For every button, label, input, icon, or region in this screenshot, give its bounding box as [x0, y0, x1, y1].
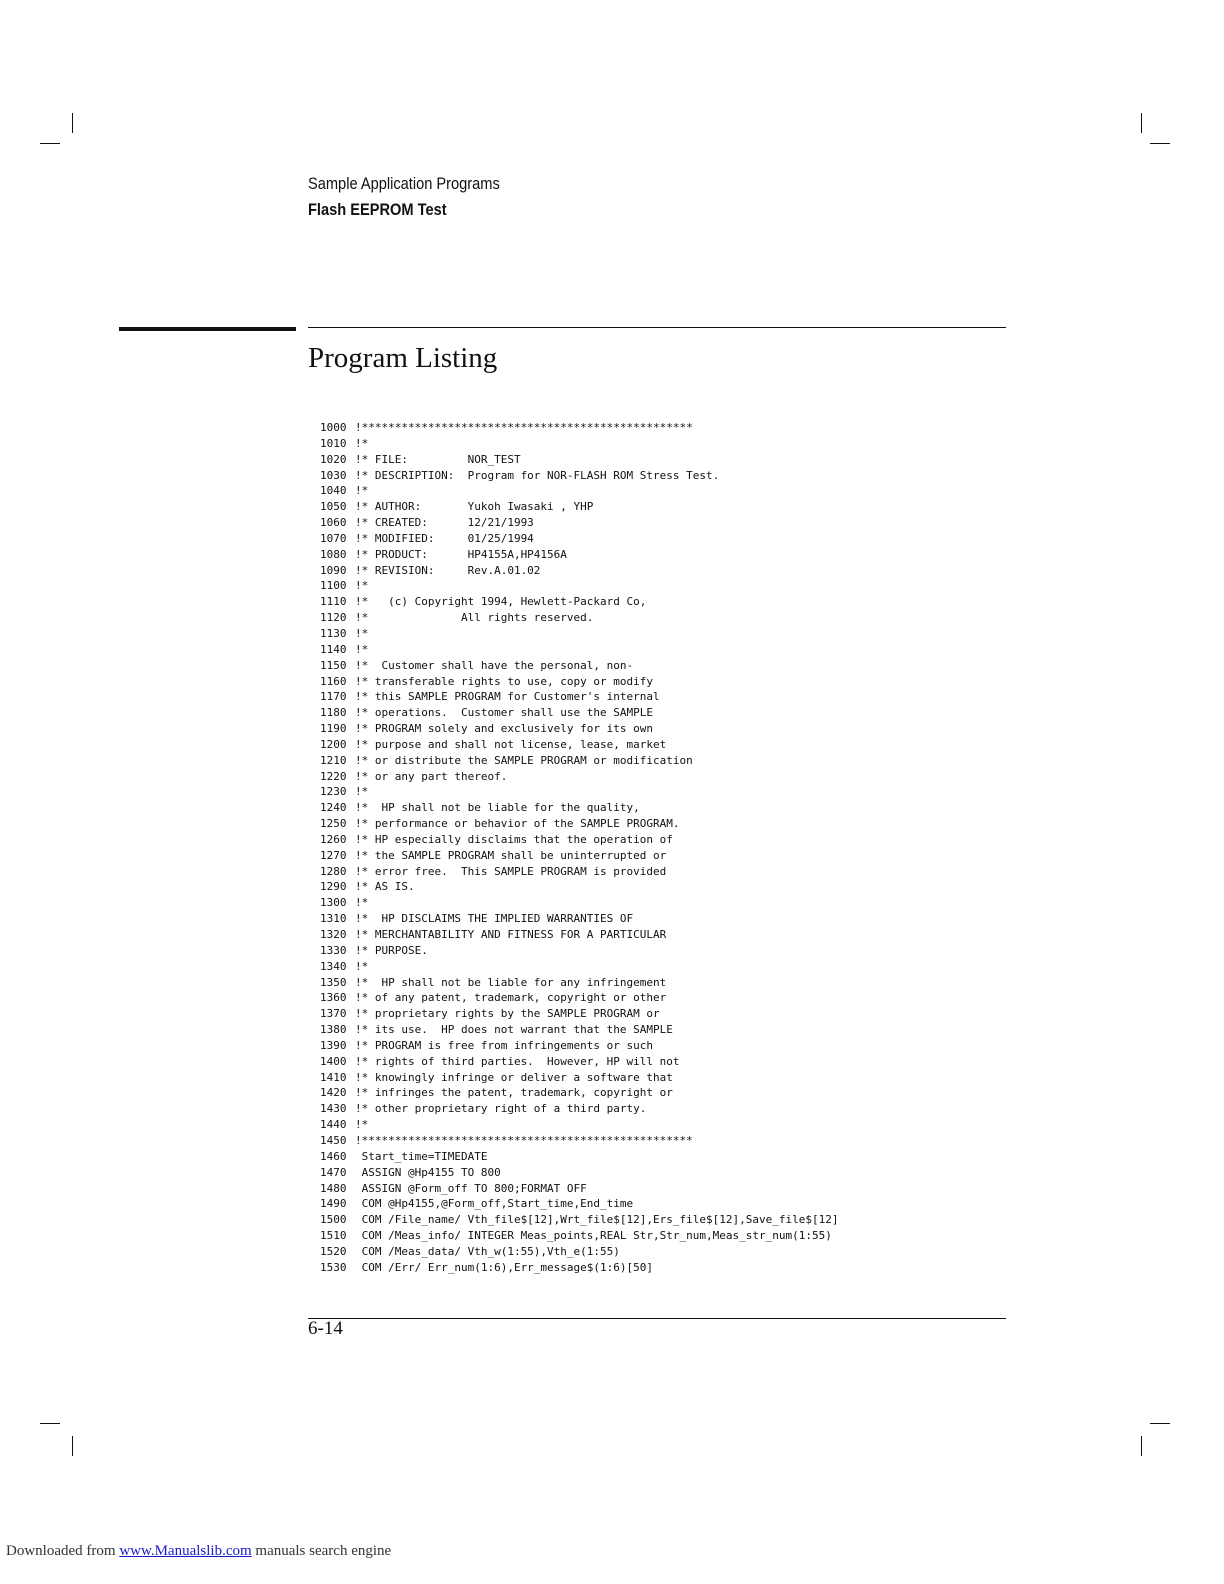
line-number: 1380 — [320, 1023, 347, 1037]
code-text: ASSIGN @Form_off TO 800;FORMAT OFF — [355, 1181, 587, 1195]
code-text: !* or any part thereof. — [355, 769, 508, 783]
code-line — [320, 800, 838, 816]
code-text: !* — [355, 626, 369, 640]
code-text: !* — [355, 484, 369, 498]
line-number: 1180 — [320, 706, 347, 720]
code-line — [320, 452, 838, 468]
code-line — [320, 911, 838, 927]
code-text: !* AUTHOR: Yukoh Iwasaki , YHP — [355, 500, 594, 514]
line-number: 1350 — [320, 975, 347, 989]
line-number: 1470 — [320, 1165, 347, 1179]
download-suffix: manuals search engine — [255, 1543, 392, 1559]
code-text: !* HP especially disclaims that the operation of — [355, 832, 673, 846]
code-text: !* purpose and shall not license, lease, market — [355, 737, 667, 751]
code-line — [320, 927, 838, 943]
section-rule-thick — [119, 327, 296, 331]
code-line — [320, 642, 838, 658]
code-line — [320, 1006, 838, 1022]
code-line — [320, 1085, 838, 1101]
code-text: !* infringes the patent, trademark, copyright or — [355, 1086, 673, 1100]
line-number: 1440 — [320, 1118, 347, 1132]
line-number: 1430 — [320, 1102, 347, 1116]
code-line — [320, 1228, 838, 1244]
code-text: !* operations. Customer shall use the SAMPLE — [355, 706, 654, 720]
line-number: 1030 — [320, 468, 347, 482]
code-line — [320, 1260, 838, 1276]
code-text: COM /Err/ Err_num(1:6),Err_message$(1:6)[50] — [355, 1260, 654, 1274]
running-header — [308, 172, 531, 224]
line-number: 1200 — [320, 737, 347, 751]
code-text: !* — [355, 1118, 369, 1132]
line-number: 1410 — [320, 1070, 347, 1084]
line-number: 1060 — [320, 516, 347, 530]
line-number: 1090 — [320, 563, 347, 577]
line-number: 1480 — [320, 1181, 347, 1195]
code-text: !* AS IS. — [355, 880, 415, 894]
code-text: !* PROGRAM is free from infringements or such — [355, 1038, 654, 1052]
code-line — [320, 1181, 838, 1197]
line-number: 1100 — [320, 579, 347, 593]
line-number: 1110 — [320, 595, 347, 609]
code-line — [320, 848, 838, 864]
line-number: 1370 — [320, 1007, 347, 1021]
code-text: !* — [355, 959, 369, 973]
line-number: 1260 — [320, 832, 347, 846]
code-text: !************************************************** — [355, 421, 693, 434]
code-line — [320, 769, 838, 785]
section-title: Sample Application Programs — [308, 174, 500, 193]
code-text: !* DESCRIPTION: Program for NOR-FLASH ROM Stress Test. — [355, 468, 720, 482]
line-number: 1280 — [320, 864, 347, 878]
line-number: 1290 — [320, 880, 347, 894]
subsection-title: Flash EEPROM Test — [308, 200, 447, 219]
line-number: 1270 — [320, 848, 347, 862]
code-line — [320, 1022, 838, 1038]
crop-mark — [1141, 1436, 1142, 1456]
code-line — [320, 483, 838, 499]
code-line — [320, 436, 838, 452]
code-line — [320, 864, 838, 880]
crop-mark — [40, 1423, 60, 1424]
line-number: 1220 — [320, 769, 347, 783]
code-text: !* (c) Copyright 1994, Hewlett-Packard Co, — [355, 595, 647, 609]
line-number: 1070 — [320, 531, 347, 545]
line-number: 1210 — [320, 753, 347, 767]
line-number: 1460 — [320, 1149, 347, 1163]
crop-mark — [1141, 113, 1142, 133]
line-number: 1530 — [320, 1260, 347, 1274]
code-text: !* HP shall not be liable for any infringement — [355, 975, 667, 989]
code-line — [320, 1054, 838, 1070]
line-number: 1360 — [320, 991, 347, 1005]
page-number: 6-14 — [308, 1318, 343, 1339]
code-line — [320, 420, 838, 436]
code-text: Start_time=TIMEDATE — [355, 1149, 488, 1163]
code-text: !* HP shall not be liable for the quality, — [355, 801, 640, 815]
line-number: 1050 — [320, 500, 347, 514]
code-line — [320, 1149, 838, 1165]
code-text: !* of any patent, trademark, copyright or other — [355, 991, 667, 1005]
code-text: !* proprietary rights by the SAMPLE PROGRAM or — [355, 1007, 660, 1021]
line-number: 1420 — [320, 1086, 347, 1100]
code-line — [320, 1101, 838, 1117]
line-number: 1510 — [320, 1229, 347, 1243]
code-line — [320, 959, 838, 975]
code-line — [320, 990, 838, 1006]
code-line — [320, 753, 838, 769]
code-line — [320, 895, 838, 911]
line-number: 1140 — [320, 642, 347, 656]
code-line — [320, 1212, 838, 1228]
code-text: !* Customer shall have the personal, non- — [355, 658, 634, 672]
crop-mark — [72, 1436, 73, 1456]
code-text: !* knowingly infringe or deliver a software that — [355, 1070, 673, 1084]
code-text: !* PURPOSE. — [355, 943, 428, 957]
code-line — [320, 705, 838, 721]
line-number: 1250 — [320, 817, 347, 831]
line-number: 1040 — [320, 484, 347, 498]
code-line — [320, 515, 838, 531]
line-number: 1500 — [320, 1213, 347, 1227]
line-number: 1490 — [320, 1197, 347, 1211]
manualslib-link[interactable]: www.Manualslib.com — [119, 1543, 252, 1559]
code-text: !* performance or behavior of the SAMPLE PROGRAM. — [355, 817, 680, 831]
code-text: !* or distribute the SAMPLE PROGRAM or modification — [355, 753, 693, 767]
code-line — [320, 721, 838, 737]
line-number: 1010 — [320, 436, 347, 450]
line-number: 1130 — [320, 626, 347, 640]
line-number: 1310 — [320, 912, 347, 926]
line-number: 1190 — [320, 722, 347, 736]
line-number: 1450 — [320, 1133, 347, 1147]
crop-mark — [1150, 1423, 1170, 1424]
code-line — [320, 816, 838, 832]
line-number: 1230 — [320, 785, 347, 799]
download-prefix: Downloaded from — [6, 1543, 116, 1559]
line-number: 1170 — [320, 690, 347, 704]
code-line — [320, 1117, 838, 1133]
code-text: !* All rights reserved. — [355, 611, 594, 625]
code-text: !* PRODUCT: HP4155A,HP4156A — [355, 547, 567, 561]
crop-mark — [40, 143, 60, 144]
code-line — [320, 943, 838, 959]
code-text: COM @Hp4155,@Form_off,Start_time,End_time — [355, 1197, 634, 1211]
code-text: !************************************************** — [355, 1133, 693, 1147]
section-rule — [308, 327, 1006, 328]
code-text: !* error free. This SAMPLE PROGRAM is provided — [355, 864, 667, 878]
code-line — [320, 547, 838, 563]
code-text: !* — [355, 436, 369, 450]
code-text: !* other proprietary right of a third party. — [355, 1102, 647, 1116]
code-line — [320, 832, 838, 848]
code-text: ASSIGN @Hp4155 TO 800 — [355, 1165, 501, 1179]
code-text: !* rights of third parties. However, HP will not — [355, 1054, 680, 1068]
code-line — [320, 784, 838, 800]
code-line — [320, 563, 838, 579]
code-text: !* PROGRAM solely and exclusively for its own — [355, 722, 654, 736]
line-number: 1400 — [320, 1054, 347, 1068]
code-line — [320, 610, 838, 626]
code-text: !* REVISION: Rev.A.01.02 — [355, 563, 541, 577]
code-text: !* this SAMPLE PROGRAM for Customer's internal — [355, 690, 660, 704]
code-line — [320, 1244, 838, 1260]
line-number: 1320 — [320, 928, 347, 941]
code-line — [320, 1196, 838, 1212]
code-line — [320, 879, 838, 895]
footer-rule — [308, 1318, 1006, 1319]
line-number: 1330 — [320, 943, 347, 957]
code-text: !* — [355, 642, 369, 656]
code-line — [320, 531, 838, 547]
page-title: Program Listing — [308, 342, 498, 374]
code-line — [320, 1133, 838, 1149]
code-text: COM /File_name/ Vth_file$[12],Wrt_file$[12],Ers_file$[12],Save_file$[12] — [355, 1213, 839, 1227]
code-text: !* MODIFIED: 01/25/1994 — [355, 531, 534, 545]
crop-mark — [1150, 143, 1170, 144]
line-number: 1160 — [320, 674, 347, 688]
code-text: !* HP DISCLAIMS THE IMPLIED WARRANTIES OF — [355, 912, 634, 926]
code-line — [320, 499, 838, 515]
line-number: 1240 — [320, 801, 347, 815]
code-text: !* its use. HP does not warrant that the SAMPLE — [355, 1023, 673, 1037]
download-notice — [6, 1541, 391, 1561]
code-text: COM /Meas_data/ Vth_w(1:55),Vth_e(1:55) — [355, 1244, 620, 1258]
code-text: !* transferable rights to use, copy or modify — [355, 674, 654, 688]
program-listing — [320, 420, 838, 1276]
code-text: !* the SAMPLE PROGRAM shall be uninterrupted or — [355, 848, 667, 862]
code-text: !* — [355, 579, 369, 593]
code-text: !* CREATED: 12/21/1993 — [355, 516, 534, 530]
code-text: COM /Meas_info/ INTEGER Meas_points,REAL Str,Str_num,Meas_str_num(1:55) — [355, 1229, 832, 1243]
code-text: !* — [355, 785, 369, 799]
code-line — [320, 578, 838, 594]
line-number: 1020 — [320, 452, 347, 466]
line-number: 1080 — [320, 547, 347, 561]
code-line — [320, 975, 838, 991]
line-number: 1520 — [320, 1244, 347, 1258]
code-line — [320, 1070, 838, 1086]
line-number: 1390 — [320, 1038, 347, 1052]
line-number: 1150 — [320, 658, 347, 672]
crop-mark — [72, 113, 73, 133]
code-line — [320, 1038, 838, 1054]
line-number: 1120 — [320, 611, 347, 625]
code-line — [320, 594, 838, 610]
code-line — [320, 626, 838, 642]
line-number: 1000 — [320, 421, 347, 434]
code-line — [320, 689, 838, 705]
code-line — [320, 468, 838, 484]
code-line — [320, 737, 838, 753]
line-number: 1300 — [320, 896, 347, 910]
code-line — [320, 1165, 838, 1181]
code-text: !* MERCHANTABILITY AND FITNESS FOR A PARTICULAR — [355, 928, 667, 941]
code-text: !* FILE: NOR_TEST — [355, 452, 521, 466]
code-line — [320, 674, 838, 690]
code-line — [320, 658, 838, 674]
code-text: !* — [355, 896, 369, 910]
line-number: 1340 — [320, 959, 347, 973]
